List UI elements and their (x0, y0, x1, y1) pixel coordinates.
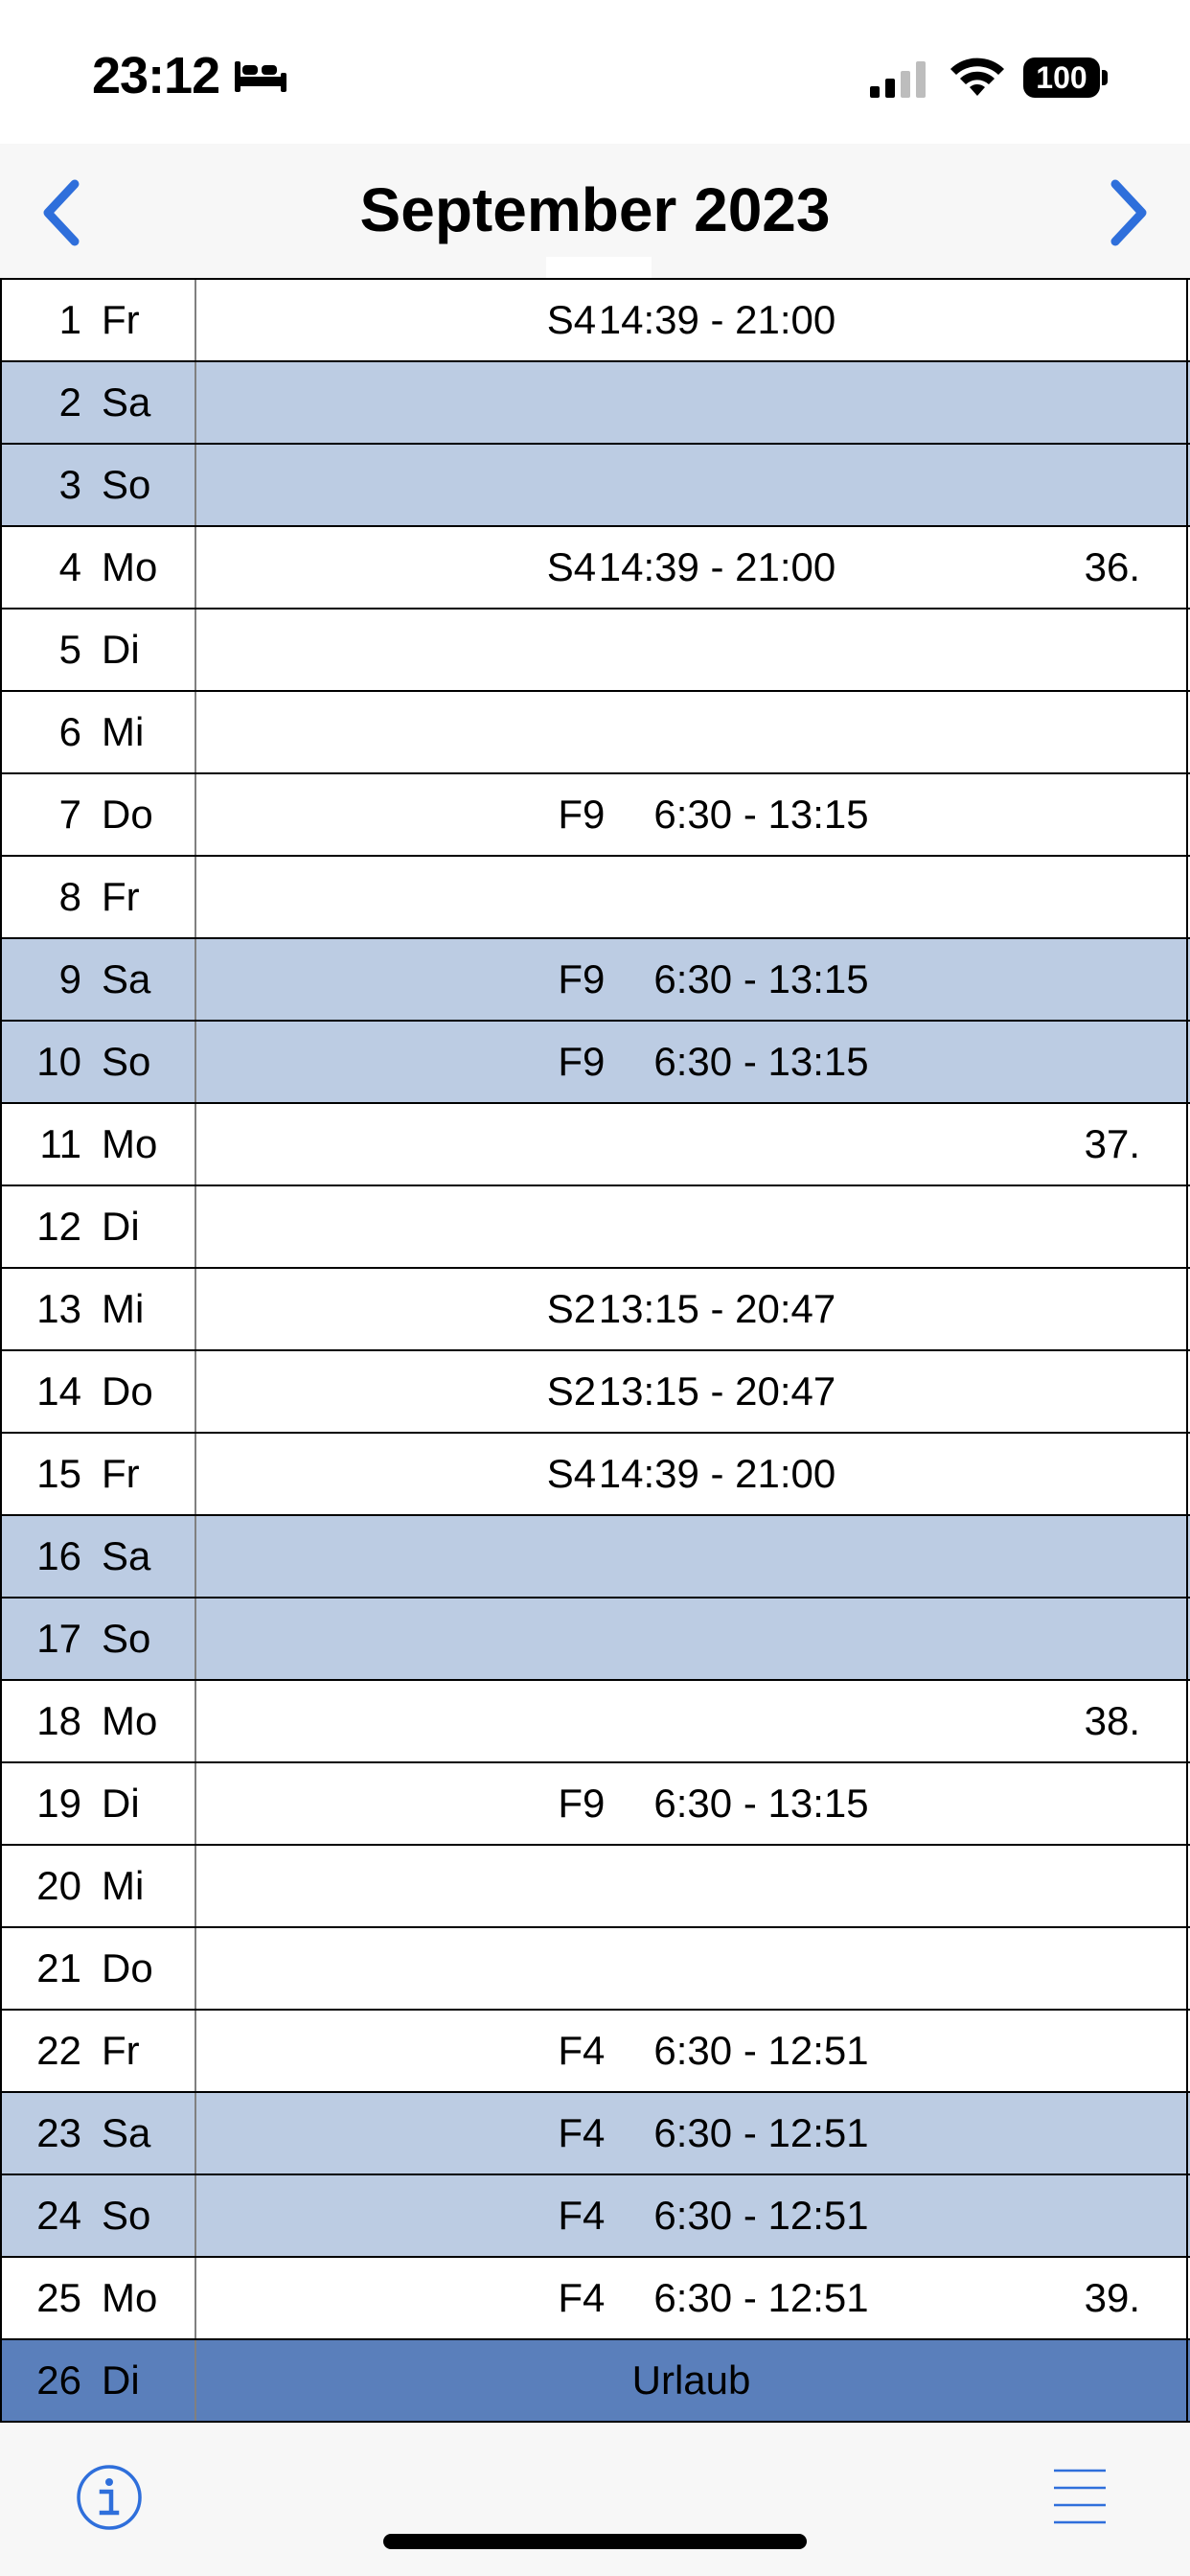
shift-cell[interactable] (196, 2340, 1188, 2421)
shift-code: F4 (558, 2275, 606, 2320)
shift-time: 14:39 - 21:00 (598, 1451, 836, 1496)
day-number: 9 (58, 956, 81, 1001)
shift-cell[interactable] (196, 1763, 1188, 1844)
day-row[interactable] (0, 1102, 1190, 1184)
shift-cell[interactable] (196, 2175, 1188, 2256)
status-time-group (92, 46, 288, 105)
battery-tip (1102, 70, 1108, 85)
day-number: 20 (36, 1863, 81, 1908)
header-tab-notch (546, 257, 652, 278)
day-cell (0, 2340, 196, 2421)
day-cell (0, 1516, 196, 1597)
shift-cell[interactable] (196, 1022, 1188, 1102)
day-row[interactable] (0, 1679, 1190, 1761)
day-cell (0, 939, 196, 1020)
bottom-toolbar (0, 2423, 1190, 2576)
status-time: 23:12 (92, 47, 220, 104)
day-number: 13 (36, 1286, 81, 1331)
day-number: 25 (36, 2275, 81, 2320)
day-name: Mi (102, 1863, 145, 1908)
shift-entry (196, 1434, 1186, 1514)
day-number: 4 (58, 544, 81, 589)
shift-entry-inner (547, 544, 836, 589)
week-number: 36. (1084, 544, 1140, 589)
shift-code: F9 (558, 792, 606, 837)
shift-cell[interactable] (196, 774, 1188, 855)
day-number: 7 (58, 792, 81, 837)
day-name: Mi (102, 709, 145, 754)
shift-time: 6:30 - 13:15 (653, 1781, 869, 1826)
shift-time: 6:30 - 12:51 (653, 2275, 869, 2320)
shift-cell[interactable] (196, 1598, 1188, 1679)
day-row[interactable] (0, 1597, 1190, 1679)
shift-cell[interactable] (196, 527, 1188, 608)
day-cell (0, 857, 196, 937)
shift-time: 13:15 - 20:47 (598, 1368, 836, 1414)
calendar-grid (0, 278, 1190, 2423)
day-number: 1 (58, 297, 81, 342)
day-name: Di (102, 627, 140, 672)
day-number: 8 (58, 874, 81, 919)
day-name: So (102, 2193, 151, 2238)
day-name: Mi (102, 1286, 145, 1331)
day-row[interactable] (0, 1761, 1190, 1844)
day-cell (0, 2175, 196, 2256)
day-name: Mo (102, 2275, 158, 2320)
shift-entry (196, 1763, 1186, 1844)
day-cell (0, 2258, 196, 2338)
day-number: 18 (36, 1698, 81, 1743)
shift-cell[interactable] (196, 1516, 1188, 1597)
day-cell (0, 1269, 196, 1349)
day-row[interactable] (0, 525, 1190, 608)
day-row[interactable] (0, 2091, 1190, 2174)
month-title: September 2023 (359, 175, 831, 244)
shift-cell[interactable] (196, 445, 1188, 525)
day-name: So (102, 1616, 151, 1661)
shift-code: F9 (558, 956, 606, 1001)
day-cell (0, 445, 196, 525)
day-cell (0, 1846, 196, 1926)
shift-cell[interactable] (196, 2093, 1188, 2174)
shift-entry-inner (547, 1286, 836, 1331)
day-row[interactable] (0, 855, 1190, 937)
shift-code: F4 (558, 2110, 606, 2155)
day-name: Do (102, 1368, 153, 1414)
day-row[interactable] (0, 937, 1190, 1020)
day-number: 2 (58, 380, 81, 425)
day-number: 14 (36, 1368, 81, 1414)
day-cell (0, 2011, 196, 2091)
shift-entry (196, 1351, 1186, 1432)
shift-time: 6:30 - 12:51 (653, 2193, 869, 2238)
shift-cell[interactable] (196, 857, 1188, 937)
shift-code: S4 (546, 297, 597, 342)
shift-code: F9 (558, 1039, 606, 1084)
day-row[interactable] (0, 690, 1190, 772)
shift-entry (196, 2175, 1186, 2256)
day-cell (0, 527, 196, 608)
day-name: Di (102, 1781, 140, 1826)
week-number: 37. (1084, 1121, 1140, 1166)
shift-entry-inner (547, 297, 836, 342)
menu-icon[interactable] (1052, 2467, 1108, 2526)
day-row[interactable] (0, 443, 1190, 525)
battery-indicator (1023, 58, 1110, 102)
day-cell (0, 1022, 196, 1102)
day-name: Sa (102, 2110, 151, 2155)
bed-icon (233, 58, 288, 94)
day-name: Fr (102, 2028, 140, 2073)
day-row[interactable] (0, 360, 1190, 443)
shift-entry (196, 1269, 1186, 1349)
status-bar (0, 0, 1190, 144)
day-name: So (102, 462, 151, 507)
home-indicator[interactable] (383, 2534, 807, 2549)
day-name: Mo (102, 544, 158, 589)
shift-code: S2 (546, 1368, 597, 1414)
day-number: 26 (36, 2358, 81, 2403)
day-name: Mo (102, 1121, 158, 1166)
day-name: Sa (102, 956, 151, 1001)
chevron-right-icon[interactable] (1098, 176, 1156, 249)
day-cell (0, 1186, 196, 1267)
day-number: 21 (36, 1945, 81, 1990)
shift-code: F9 (558, 1781, 606, 1826)
day-number: 12 (36, 1204, 81, 1249)
shift-cell[interactable] (196, 939, 1188, 1020)
shift-entry-inner (514, 2193, 868, 2238)
day-row[interactable] (0, 1349, 1190, 1432)
day-number: 6 (58, 709, 81, 754)
day-row[interactable] (0, 1432, 1190, 1514)
shift-time: 6:30 - 13:15 (653, 792, 869, 837)
shift-entry (196, 774, 1186, 855)
shift-entry (196, 2011, 1186, 2091)
shift-entry-inner (547, 1368, 836, 1414)
shift-entry (196, 1022, 1186, 1102)
shift-cell[interactable] (196, 1434, 1188, 1514)
shift-time: 6:30 - 12:51 (653, 2110, 869, 2155)
day-number: 23 (36, 2110, 81, 2155)
shift-cell[interactable] (196, 2011, 1188, 2091)
day-name: Sa (102, 1533, 151, 1578)
shift-time: 14:39 - 21:00 (598, 297, 836, 342)
shift-time: 14:39 - 21:00 (598, 544, 836, 589)
day-row[interactable] (0, 772, 1190, 855)
day-row[interactable] (0, 1267, 1190, 1349)
day-name: Do (102, 792, 153, 837)
day-row[interactable] (0, 2009, 1190, 2091)
day-name: Sa (102, 380, 151, 425)
day-cell (0, 1598, 196, 1679)
day-number: 22 (36, 2028, 81, 2073)
day-number: 19 (36, 1781, 81, 1826)
shift-cell[interactable] (196, 1351, 1188, 1432)
shift-cell[interactable] (196, 1681, 1188, 1761)
battery-level: 100 (1023, 58, 1100, 98)
day-row[interactable] (0, 1844, 1190, 1926)
day-number: 10 (36, 1039, 81, 1084)
wifi-icon (949, 56, 1006, 100)
day-cell (0, 280, 196, 360)
day-cell (0, 1351, 196, 1432)
day-number: 16 (36, 1533, 81, 1578)
shift-cell[interactable] (196, 1186, 1188, 1267)
day-name: Fr (102, 874, 140, 919)
day-name: Fr (102, 1451, 140, 1496)
shift-entry-inner (514, 2028, 868, 2073)
month-header (0, 144, 1190, 278)
day-cell (0, 774, 196, 855)
day-number: 11 (39, 1121, 81, 1166)
day-cell (0, 1928, 196, 2009)
day-cell (0, 2093, 196, 2174)
shift-time: 6:30 - 13:15 (653, 1039, 869, 1084)
shift-code: F4 (558, 2028, 606, 2073)
shift-entry (196, 280, 1186, 360)
week-number: 39. (1084, 2275, 1140, 2320)
shift-cell[interactable] (196, 610, 1188, 690)
vacation-label: Urlaub (631, 2358, 751, 2403)
shift-entry-inner (514, 1039, 868, 1084)
day-row[interactable] (0, 1926, 1190, 2009)
day-number: 3 (58, 462, 81, 507)
day-cell (0, 610, 196, 690)
cellular-signal-icon (868, 59, 927, 100)
shift-code: S4 (546, 1451, 597, 1496)
shift-entry-inner (514, 956, 868, 1001)
shift-entry (196, 527, 1186, 608)
shift-cell[interactable] (196, 1269, 1188, 1349)
day-cell (0, 1763, 196, 1844)
day-number: 17 (36, 1616, 81, 1661)
day-cell (0, 1104, 196, 1184)
day-name: So (102, 1039, 151, 1084)
shift-entry-inner (514, 792, 868, 837)
day-row[interactable] (0, 608, 1190, 690)
shift-entry-inner (547, 1451, 836, 1496)
day-cell (0, 692, 196, 772)
day-name: Mo (102, 1698, 158, 1743)
shift-time: 6:30 - 13:15 (653, 956, 869, 1001)
shift-entry-inner (514, 1781, 868, 1826)
shift-cell[interactable] (196, 280, 1188, 360)
day-number: 15 (36, 1451, 81, 1496)
shift-cell[interactable] (196, 692, 1188, 772)
day-name: Fr (102, 297, 140, 342)
day-cell (0, 1681, 196, 1761)
day-row[interactable] (0, 278, 1190, 360)
shift-cell[interactable] (196, 1928, 1188, 2009)
day-row[interactable] (0, 1514, 1190, 1597)
day-row[interactable] (0, 1184, 1190, 1267)
day-row[interactable] (0, 1020, 1190, 1102)
shift-code: S4 (546, 544, 597, 589)
shift-time: 6:30 - 12:51 (653, 2028, 869, 2073)
shift-entry (196, 2093, 1186, 2174)
shift-cell[interactable] (196, 1846, 1188, 1926)
day-number: 24 (36, 2193, 81, 2238)
shift-entry-inner (514, 2275, 868, 2320)
shift-time: 13:15 - 20:47 (598, 1286, 836, 1331)
shift-code: F4 (558, 2193, 606, 2238)
shift-code: S2 (546, 1286, 597, 1331)
shift-entry (196, 939, 1186, 1020)
shift-cell[interactable] (196, 2258, 1188, 2338)
shift-entry-inner (514, 2110, 868, 2155)
day-name: Do (102, 1945, 153, 1990)
info-icon[interactable] (75, 2463, 144, 2532)
day-row[interactable] (0, 2174, 1190, 2256)
day-number: 5 (58, 627, 81, 672)
shift-cell[interactable] (196, 1104, 1188, 1184)
day-name: Di (102, 1204, 140, 1249)
day-name: Di (102, 2358, 140, 2403)
shift-cell[interactable] (196, 362, 1188, 443)
day-cell (0, 1434, 196, 1514)
day-cell (0, 362, 196, 443)
day-row[interactable] (0, 2338, 1190, 2423)
shift-entry (196, 2258, 1186, 2338)
week-number: 38. (1084, 1698, 1140, 1743)
day-row[interactable] (0, 2256, 1190, 2338)
